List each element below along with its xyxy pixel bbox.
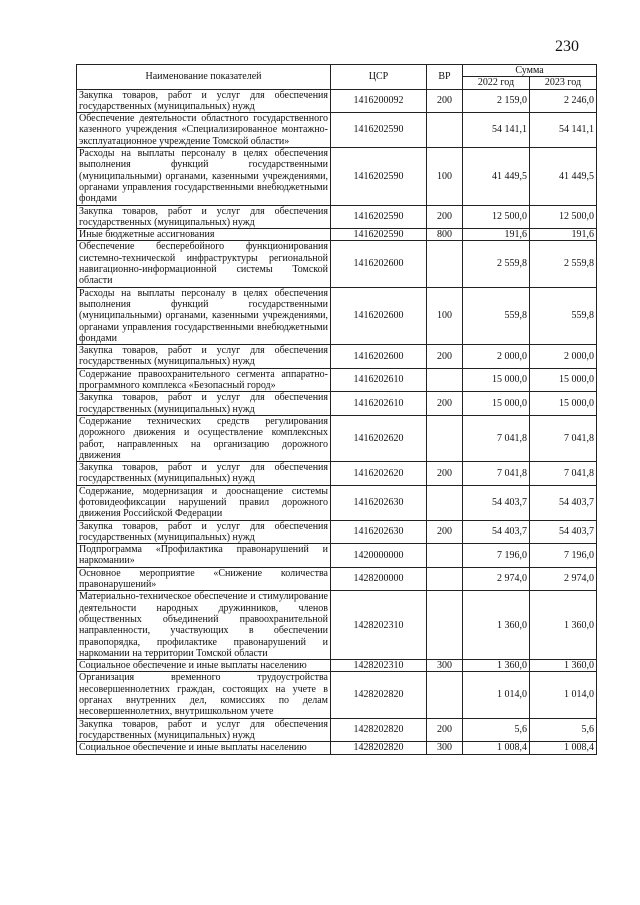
row-vr-cell [427, 113, 463, 148]
row-amount-2022-cell: 12 500,0 [463, 205, 530, 229]
row-name-cell: Иные бюджетные ассигнования [77, 229, 331, 241]
row-name-cell: Закупка товаров, работ и услуг для обеспечения государственных (муниципальных) нужд [77, 520, 331, 544]
row-amount-2022-cell: 54 141,1 [463, 113, 530, 148]
header-year-2023: 2023 год [530, 77, 597, 89]
row-amount-2022-cell: 15 000,0 [463, 392, 530, 416]
row-vr-cell [427, 241, 463, 287]
row-vr-cell [427, 544, 463, 568]
row-amount-2023-cell: 54 403,7 [530, 485, 597, 520]
row-amount-2022-cell: 15 000,0 [463, 368, 530, 392]
row-csr-cell: 1428202310 [331, 660, 427, 672]
row-vr-cell [427, 672, 463, 718]
row-amount-2023-cell: 1 014,0 [530, 672, 597, 718]
row-vr-cell: 200 [427, 205, 463, 229]
row-csr-cell: 1428202310 [331, 591, 427, 660]
row-amount-2022-cell: 7 041,8 [463, 415, 530, 461]
row-name-cell: Организация временного трудоустройства несовершеннолетних граждан, состоящих на учете в органах внутренних дел, комиссиях по делам несовершеннолетних, внутришкольном учете [77, 672, 331, 718]
row-amount-2023-cell: 2 000,0 [530, 345, 597, 369]
row-amount-2023-cell: 1 008,4 [530, 742, 597, 754]
row-amount-2023-cell: 7 196,0 [530, 544, 597, 568]
row-amount-2023-cell: 7 041,8 [530, 415, 597, 461]
row-amount-2022-cell: 41 449,5 [463, 148, 530, 205]
table-row [77, 205, 597, 229]
table-row [77, 544, 597, 568]
row-vr-cell: 200 [427, 718, 463, 742]
row-name-cell: Расходы на выплаты персоналу в целях обеспечения выполнения функций государственными (муниципальными) органами, казенными учреждениями, органами управления государственными внебюджетными фондами [77, 287, 331, 344]
row-csr-cell: 1416200092 [331, 89, 427, 113]
row-amount-2023-cell: 1 360,0 [530, 660, 597, 672]
table-row [77, 462, 597, 486]
table-row [77, 148, 597, 205]
table-header [77, 65, 597, 90]
row-amount-2022-cell: 2 159,0 [463, 89, 530, 113]
table-row [77, 520, 597, 544]
row-vr-cell: 200 [427, 520, 463, 544]
row-name-cell: Содержание, модернизация и дооснащение системы фотовидеофиксации нарушений правил дорожного движения Российской Федерации [77, 485, 331, 520]
row-csr-cell: 1416202600 [331, 287, 427, 344]
row-name-cell: Расходы на выплаты персоналу в целях обеспечения выполнения функций государственными (муниципальными) органами, казенными учреждениями, органами управления государственными внебюджетными фондами [77, 148, 331, 205]
row-csr-cell: 1428202820 [331, 672, 427, 718]
row-amount-2022-cell: 2 559,8 [463, 241, 530, 287]
header-sum: Сумма [463, 65, 597, 77]
row-amount-2023-cell: 54 403,7 [530, 520, 597, 544]
row-amount-2022-cell: 54 403,7 [463, 520, 530, 544]
table-row [77, 345, 597, 369]
table-row [77, 672, 597, 718]
row-vr-cell: 100 [427, 148, 463, 205]
row-vr-cell [427, 567, 463, 591]
table-row [77, 368, 597, 392]
header-year-2022: 2022 год [463, 77, 530, 89]
row-csr-cell: 1416202590 [331, 229, 427, 241]
row-amount-2022-cell: 1 008,4 [463, 742, 530, 754]
table-row [77, 415, 597, 461]
row-name-cell: Закупка товаров, работ и услуг для обеспечения государственных (муниципальных) нужд [77, 89, 331, 113]
row-amount-2022-cell: 7 196,0 [463, 544, 530, 568]
row-amount-2022-cell: 1 360,0 [463, 591, 530, 660]
row-vr-cell [427, 415, 463, 461]
row-csr-cell: 1416202610 [331, 392, 427, 416]
row-csr-cell: 1416202590 [331, 205, 427, 229]
row-amount-2023-cell: 1 360,0 [530, 591, 597, 660]
row-amount-2022-cell: 1 014,0 [463, 672, 530, 718]
row-vr-cell [427, 368, 463, 392]
row-name-cell: Обеспечение деятельности областного государственного казенного учреждения «Специализированное монтажно-эксплуатационное учреждение Томской области» [77, 113, 331, 148]
row-amount-2023-cell: 191,6 [530, 229, 597, 241]
row-name-cell: Обеспечение бесперебойного функционирования системно-технической инфраструктуры региональной навигационно-информационной системы Томской области [77, 241, 331, 287]
row-amount-2023-cell: 41 449,5 [530, 148, 597, 205]
table-row [77, 718, 597, 742]
row-name-cell: Закупка товаров, работ и услуг для обеспечения государственных (муниципальных) нужд [77, 392, 331, 416]
row-vr-cell: 200 [427, 89, 463, 113]
row-csr-cell: 1416202610 [331, 368, 427, 392]
row-amount-2022-cell: 191,6 [463, 229, 530, 241]
row-vr-cell [427, 485, 463, 520]
row-name-cell: Социальное обеспечение и иные выплаты населению [77, 660, 331, 672]
row-vr-cell: 200 [427, 345, 463, 369]
row-name-cell: Содержание технических средств регулирования дорожного движения и осуществление комплексных работ, направленных на организацию дорожного движения [77, 415, 331, 461]
row-amount-2023-cell: 5,6 [530, 718, 597, 742]
table-row [77, 567, 597, 591]
row-name-cell: Основное мероприятие «Снижение количества правонарушений» [77, 567, 331, 591]
row-name-cell: Закупка товаров, работ и услуг для обеспечения государственных (муниципальных) нужд [77, 345, 331, 369]
table-row [77, 89, 597, 113]
row-amount-2022-cell: 2 974,0 [463, 567, 530, 591]
row-vr-cell: 300 [427, 660, 463, 672]
table-row [77, 287, 597, 344]
table-row [77, 229, 597, 241]
row-csr-cell: 1416202620 [331, 462, 427, 486]
table-row [77, 742, 597, 754]
row-amount-2022-cell: 2 000,0 [463, 345, 530, 369]
row-name-cell: Содержание правоохранительного сегмента аппаратно-программного комплекса «Безопасный город» [77, 368, 331, 392]
row-csr-cell: 1428202820 [331, 742, 427, 754]
row-name-cell: Закупка товаров, работ и услуг для обеспечения государственных (муниципальных) нужд [77, 462, 331, 486]
table-body [77, 89, 597, 754]
row-csr-cell: 1416202600 [331, 345, 427, 369]
row-amount-2023-cell: 559,8 [530, 287, 597, 344]
row-csr-cell: 1416202600 [331, 241, 427, 287]
row-vr-cell: 100 [427, 287, 463, 344]
row-amount-2022-cell: 7 041,8 [463, 462, 530, 486]
row-name-cell: Материально-техническое обеспечение и стимулирование деятельности народных дружинников, членов общественных объединений правоохранительной направленности, участвующих в обеспечении правопорядка, профилактике правонарушений и наркомании на территории Томской области [77, 591, 331, 660]
row-csr-cell: 1416202590 [331, 148, 427, 205]
row-name-cell: Социальное обеспечение и иные выплаты населению [77, 742, 331, 754]
row-name-cell: Закупка товаров, работ и услуг для обеспечения государственных (муниципальных) нужд [77, 205, 331, 229]
table-row [77, 392, 597, 416]
row-amount-2022-cell: 559,8 [463, 287, 530, 344]
header-vr: ВР [427, 65, 463, 90]
row-amount-2023-cell: 12 500,0 [530, 205, 597, 229]
row-vr-cell: 800 [427, 229, 463, 241]
row-amount-2023-cell: 2 974,0 [530, 567, 597, 591]
row-vr-cell: 300 [427, 742, 463, 754]
table-row [77, 485, 597, 520]
row-vr-cell: 200 [427, 462, 463, 486]
row-name-cell: Закупка товаров, работ и услуг для обеспечения государственных (муниципальных) нужд [77, 718, 331, 742]
row-name-cell: Подпрограмма «Профилактика правонарушений и наркомании» [77, 544, 331, 568]
row-csr-cell: 1416202630 [331, 485, 427, 520]
row-csr-cell: 1428202820 [331, 718, 427, 742]
row-amount-2022-cell: 5,6 [463, 718, 530, 742]
row-amount-2023-cell: 7 041,8 [530, 462, 597, 486]
row-amount-2023-cell: 2 559,8 [530, 241, 597, 287]
table-row [77, 241, 597, 287]
row-csr-cell: 1416202630 [331, 520, 427, 544]
table-row [77, 113, 597, 148]
row-vr-cell [427, 591, 463, 660]
row-vr-cell: 200 [427, 392, 463, 416]
row-csr-cell: 1416202590 [331, 113, 427, 148]
page-number: 230 [555, 38, 579, 55]
table-row [77, 591, 597, 660]
row-csr-cell: 1416202620 [331, 415, 427, 461]
row-amount-2023-cell: 15 000,0 [530, 368, 597, 392]
row-amount-2023-cell: 54 141,1 [530, 113, 597, 148]
table-row [77, 660, 597, 672]
row-amount-2023-cell: 15 000,0 [530, 392, 597, 416]
header-csr: ЦСР [331, 65, 427, 90]
row-amount-2022-cell: 54 403,7 [463, 485, 530, 520]
row-amount-2022-cell: 1 360,0 [463, 660, 530, 672]
header-name: Наименование показателей [77, 65, 331, 90]
row-csr-cell: 1428200000 [331, 567, 427, 591]
row-amount-2023-cell: 2 246,0 [530, 89, 597, 113]
row-csr-cell: 1420000000 [331, 544, 427, 568]
budget-table [76, 64, 597, 755]
